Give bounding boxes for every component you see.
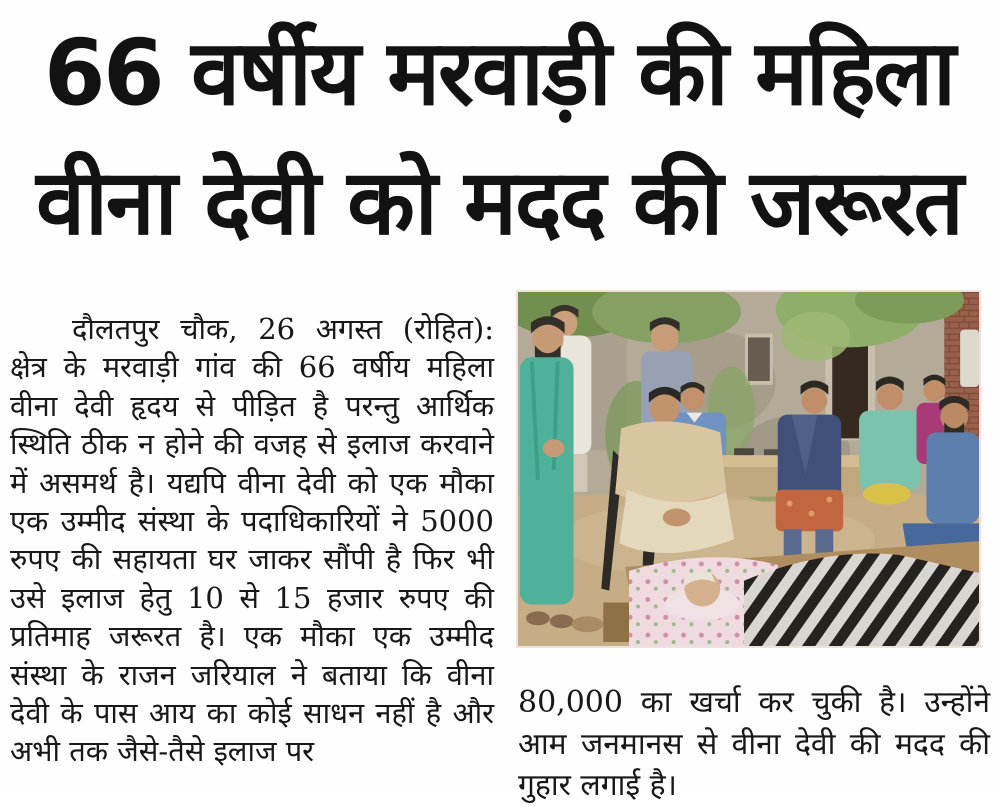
article-continuation-text: 80,000 का खर्चा कर चुकी है। उन्होंने आम जनमानस से वीना देवी की मदद की गुहार लगाई है। [518, 685, 990, 803]
dateline: दौलतपुर चौक, 26 अगस्त (रोहित): [72, 312, 494, 346]
photo-man-teal-standing [520, 316, 574, 628]
headline-line-2: वीना देवी को मदद की जरूरत [36, 149, 962, 256]
news-photo-illustration [518, 292, 979, 646]
article-headline [0, 8, 998, 268]
headline-line-1: 66 वर्षीय मरवाड़ी की महिला [44, 19, 954, 126]
news-photo [516, 290, 981, 648]
article-continuation [518, 682, 990, 807]
article-left-column [10, 310, 494, 771]
article-body-text: क्षेत्र के मरवाड़ी गांव की 66 वर्षीय महिला वीना देवी हृदय से पीड़ित है परन्तु आर्थिक स्थिति ठीक न होने की वजह से इलाज करवाने में असमर्थ है। यद्यपि वीना देवी को एक मौका एक उम्मीद संस्था के पदाधिकारियों ने 5000 रुपए की सहायता घर जाकर सौंपी है फिर भी उसे इलाज हेतु 10 से 15 हजार रुपए की प्रतिमाह जरूरत है। एक मौका एक उम्मीद संस्था के राजन जरियाल ने बताया कि वीना देवी के पास आय का कोई साधन नहीं है और अभी तक जैसे-तैसे इलाज पर [10, 350, 494, 769]
